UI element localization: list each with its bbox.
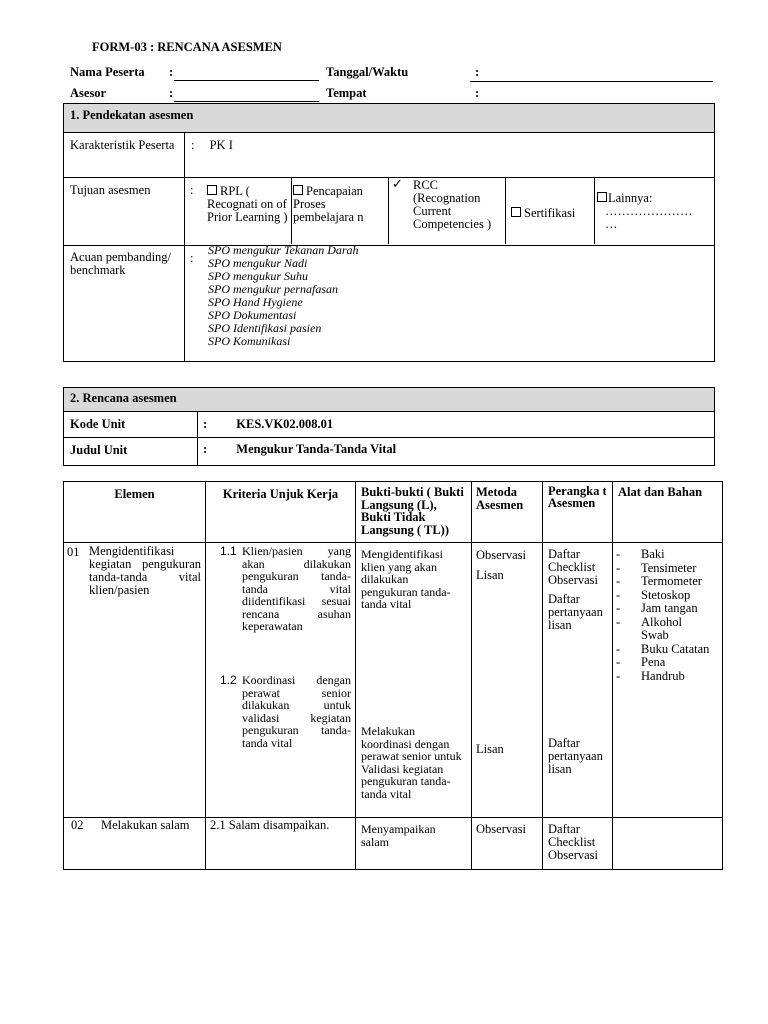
pendekatan-asesmen-table	[63, 103, 715, 362]
tujuan-label: Tujuan asesmen	[70, 183, 151, 197]
option-rpl[interactable]	[207, 185, 291, 224]
header-kriteria: Kriteria Unjuk Kerja	[222, 487, 339, 501]
list-item: - Stetoskop	[616, 587, 691, 602]
rpl-checkbox[interactable]	[207, 185, 217, 195]
tempat-label: Tempat	[326, 86, 367, 100]
option-lainnya[interactable]	[597, 192, 712, 231]
asesor-label: Asesor	[70, 86, 107, 100]
option-pencapaian[interactable]	[293, 185, 385, 224]
k12-number: 1.2	[220, 673, 237, 687]
row1-metoda-lisan: Lisan	[476, 568, 504, 582]
form-title: FORM-03 : RENCANA ASESMEN	[92, 40, 282, 54]
row1-metoda2: Lisan	[476, 742, 504, 756]
header-alat: Alat dan Bahan	[618, 485, 703, 499]
row2-metoda: Observasi	[476, 822, 526, 836]
acuan-list	[208, 244, 359, 348]
option-rcc[interactable]	[413, 179, 503, 231]
pencapaian-label: Pencapaian Proses pembelajara n	[293, 184, 364, 224]
row1-number: 01	[67, 545, 80, 559]
k11-number: 1.1	[220, 544, 237, 558]
row2-number: 02	[71, 818, 84, 832]
judul-unit-value: Mengukur Tanda-Tanda Vital	[236, 442, 397, 456]
acuan-item: SPO Identifikasi pasien	[208, 321, 322, 335]
bullet-dash-icon: -	[616, 574, 621, 588]
karakteristik-value: PK I	[209, 138, 233, 152]
asesor-colon: :	[169, 86, 174, 100]
lainnya-label: Lainnya:	[608, 191, 653, 205]
row2-perangkat: Daftar Checklist Observasi	[548, 822, 598, 862]
row2-bukti: Menyampaikan salam	[361, 822, 436, 849]
tempat-colon: :	[475, 86, 480, 100]
divider	[594, 178, 595, 244]
lainnya-dots: …………………	[605, 204, 693, 218]
divider	[388, 178, 389, 244]
row1-perangkat2: Daftar pertanyaan lisan	[548, 592, 603, 632]
acuan-item: SPO Dokumentasi	[208, 308, 297, 322]
bullet-dash-icon: -	[616, 587, 621, 602]
lainnya-checkbox[interactable]	[597, 192, 607, 202]
row1-perangkat1: Daftar Checklist Observasi	[548, 547, 598, 587]
row1-elemen: Mengidentifikasi kegiatan pengukuran tanda-tanda vital klien/pasien	[89, 544, 201, 597]
kode-colon: :	[203, 417, 208, 431]
bullet-dash-icon: -	[616, 655, 621, 669]
rpl-label: RPL ( Recognati on of Prior Learning )	[207, 184, 288, 224]
list-item: - Handrub	[616, 668, 685, 683]
acuan-item: SPO mengukur Nadi	[208, 256, 308, 270]
bullet-dash-icon: -	[616, 641, 621, 656]
section2-title: 2. Rencana asesmen	[70, 391, 177, 405]
list-item: - Baki	[616, 547, 665, 561]
acuan-item: SPO mengukur Tekanan Darah	[208, 243, 359, 257]
header-elemen: Elemen	[114, 487, 155, 501]
rcc-label: RCC (Recognation Current Competencies )	[413, 178, 492, 231]
alat-list	[616, 548, 720, 683]
acuan-item: SPO Komunikasi	[208, 334, 291, 348]
table-row	[64, 543, 723, 818]
bullet-dash-icon: -	[616, 668, 621, 683]
bullet-dash-icon: -	[616, 601, 621, 615]
acuan-item: SPO mengukur pernafasan	[208, 282, 338, 296]
list-item: - Tensimeter	[616, 560, 697, 575]
tujuan-colon: :	[190, 183, 194, 197]
row1-bukti2: Melakukan koordinasi dengan perawat senior untuk Validasi kegiatan pengukuran tanda-tanda vital	[361, 724, 462, 801]
header-metoda: Metoda Asesmen	[476, 485, 524, 512]
k11-text: Klien/pasien yang akan dilakukan pengukuran tanda-tanda vital diidentifikasi sesuai rencana asuhan keperawatan	[242, 544, 351, 633]
row2-kriteria: 2.1 Salam disampaikan.	[210, 818, 330, 832]
list-item: - Jam tangan	[616, 601, 698, 615]
rencana-asesmen-table	[63, 387, 715, 466]
list-item: - Buku Catatan	[616, 641, 710, 656]
divider	[291, 178, 292, 244]
sertifikasi-checkbox[interactable]	[511, 207, 521, 217]
k12-text: Koordinasi dengan perawat senior dilakukan untuk validasi kegiatan pengukuran tanda-tanda vital	[242, 673, 351, 750]
option-sertifikasi[interactable]	[511, 206, 575, 221]
karakteristik-label: Karakteristik Peserta	[70, 138, 175, 152]
row1-perangkat3: Daftar pertanyaan lisan	[548, 736, 603, 776]
elemen-table	[63, 481, 723, 870]
judul-unit-label: Judul Unit	[70, 443, 128, 457]
header-bukti: Bukti-bukti ( Bukti Langsung (L), Bukti Tidak Langsung ( TL))	[361, 485, 464, 537]
list-item: - Termometer	[616, 574, 702, 588]
header-perangkat: Perangka t Asesmen	[548, 484, 607, 510]
pencapaian-checkbox[interactable]	[293, 185, 303, 195]
bullet-dash-icon: -	[616, 547, 621, 561]
divider	[505, 178, 506, 244]
section1-title: 1. Pendekatan asesmen	[70, 108, 194, 122]
acuan-item: SPO Hand Hygiene	[208, 295, 303, 309]
kode-unit-label: Kode Unit	[70, 417, 126, 431]
lainnya-dots-end: …	[605, 217, 618, 231]
row1-bukti1: Mengidentifikasi klien yang akan dilakukan pengukuran tanda-tanda vital	[361, 547, 451, 611]
nama-colon: :	[169, 65, 174, 79]
bullet-dash-icon: -	[616, 614, 621, 629]
list-item: - Pena	[616, 655, 666, 669]
sertifikasi-label: Sertifikasi	[524, 206, 576, 220]
acuan-colon: :	[190, 251, 194, 265]
row1-metoda-observasi: Observasi	[476, 548, 526, 562]
acuan-label: Acuan pembanding/ benchmark	[70, 250, 172, 277]
bullet-dash-icon: -	[616, 560, 621, 575]
tanggal-waktu-label: Tanggal/Waktu	[326, 65, 409, 79]
table-row	[64, 818, 723, 870]
row2-elemen: Melakukan salam	[101, 818, 190, 832]
acuan-item: SPO mengukur Suhu	[208, 269, 308, 283]
tanggal-waktu-field[interactable]	[470, 81, 713, 82]
nama-peserta-field[interactable]	[174, 80, 319, 81]
judul-colon: :	[203, 442, 208, 456]
tanggal-colon: :	[475, 65, 480, 79]
list-item: - Alkohol Swab	[616, 614, 682, 642]
nama-peserta-label: Nama Peserta	[70, 65, 145, 79]
asesor-field[interactable]	[174, 101, 319, 102]
karakteristik-colon: :	[191, 138, 195, 152]
rcc-checkmark-icon[interactable]: ✓	[392, 177, 403, 192]
kode-unit-value: KES.VK02.008.01	[236, 417, 334, 431]
